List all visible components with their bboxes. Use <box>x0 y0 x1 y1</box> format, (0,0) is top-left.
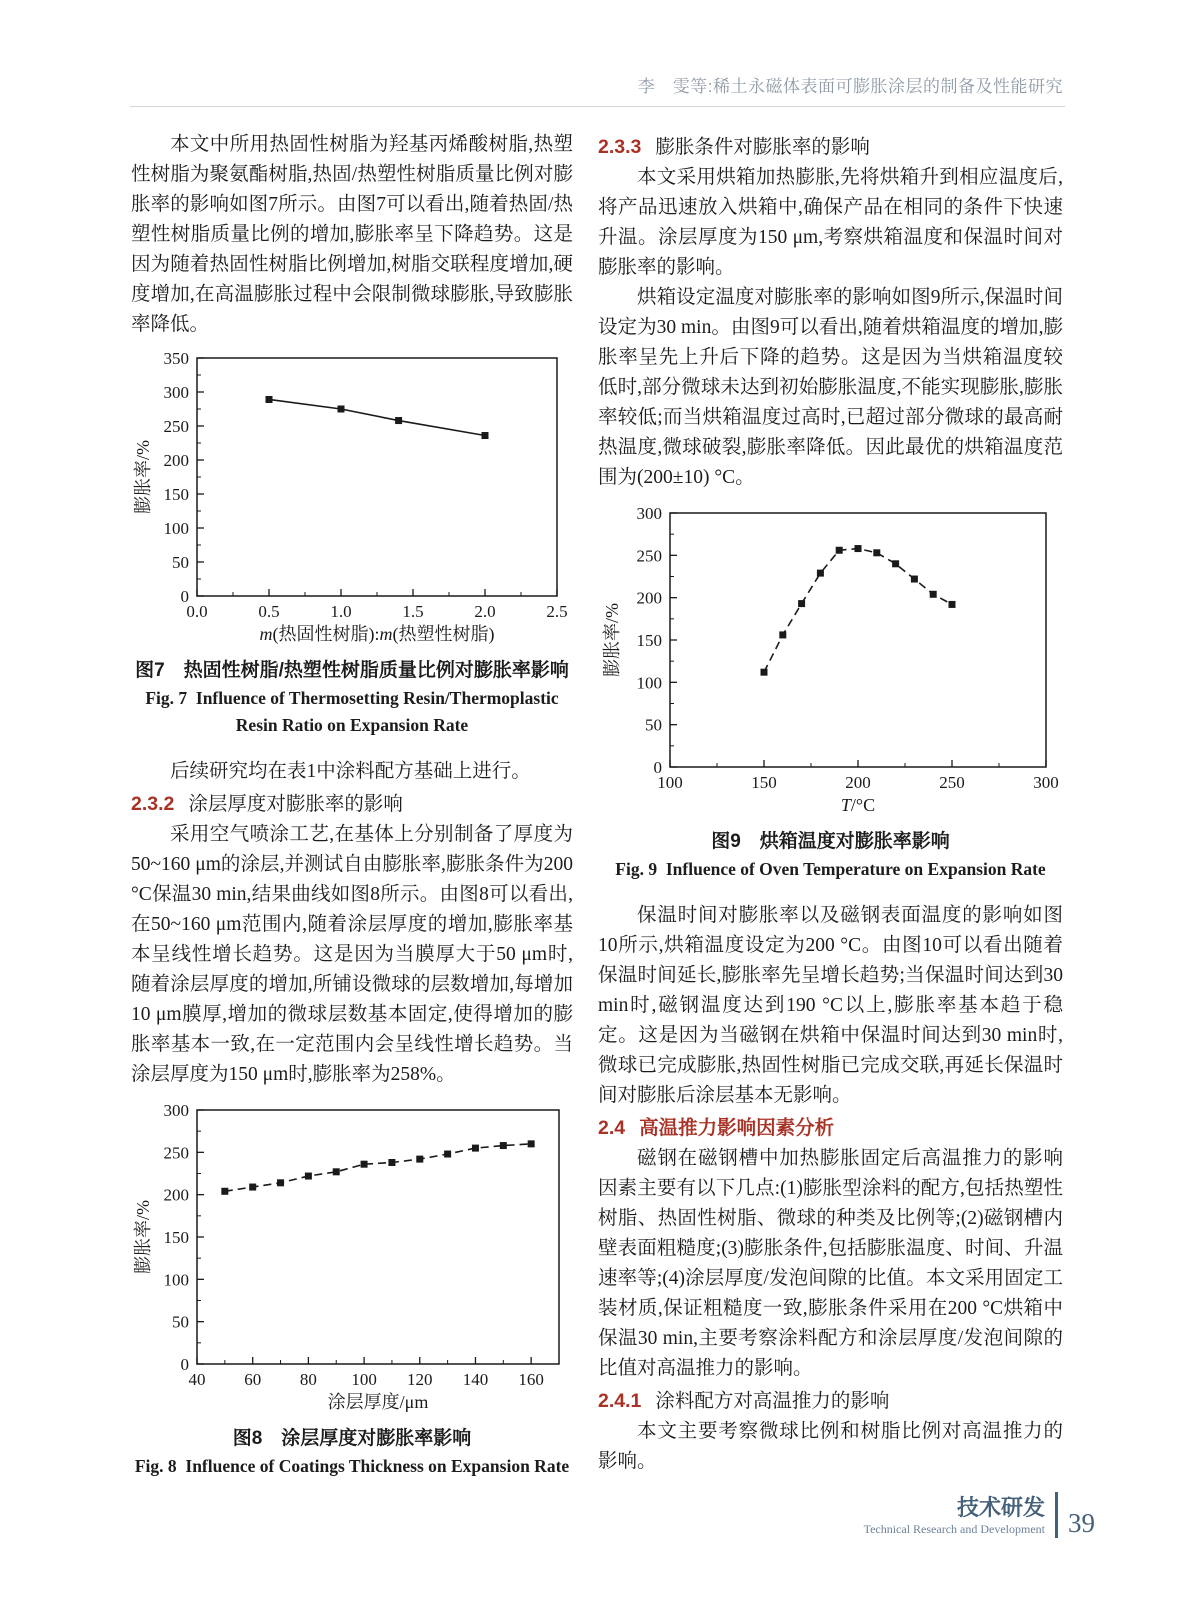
section-number: 2.3.3 <box>598 136 642 158</box>
svg-text:250: 250 <box>938 773 965 792</box>
fig7-caption-en: Fig. 7 Influence of Thermosetting Resin/Thermoplastic Resin Ratio on Expansion Rate <box>145 688 564 735</box>
svg-text:0: 0 <box>180 587 189 606</box>
footer-section-en: Technical Research and Development <box>863 1522 1045 1536</box>
svg-text:0.5: 0.5 <box>258 602 280 621</box>
svg-text:m(热固性树脂):m(热塑性树脂): m(热固性树脂):m(热塑性树脂) <box>259 624 495 644</box>
svg-text:40: 40 <box>188 1370 206 1389</box>
fig7-caption-cn: 图7 热固性树脂/热塑性树脂质量比例对膨胀率影响 <box>135 660 569 681</box>
svg-text:200: 200 <box>844 773 871 792</box>
svg-text:100: 100 <box>351 1370 377 1389</box>
svg-text:100: 100 <box>163 519 189 538</box>
svg-text:150: 150 <box>163 485 189 504</box>
section-number: 2.3.2 <box>131 793 175 815</box>
svg-text:涂层厚度/μm: 涂层厚度/μm <box>327 1392 429 1412</box>
fig8-caption-cn: 图8 涂层厚度对膨胀率影响 <box>232 1428 472 1449</box>
svg-text:300: 300 <box>163 1101 189 1120</box>
section-title: 涂料配方对高温推力的影响 <box>655 1391 890 1412</box>
heading-2-3-3 <box>598 132 1063 163</box>
svg-text:200: 200 <box>636 588 662 608</box>
left-column <box>131 130 573 1488</box>
fig9-line-chart <box>600 501 1062 819</box>
svg-text:60: 60 <box>244 1370 262 1389</box>
fig8-caption-en: Fig. 8 Influence of Coatings Thickness on Expansion Rate <box>134 1456 570 1476</box>
svg-text:250: 250 <box>163 1143 189 1163</box>
svg-text:140: 140 <box>462 1370 489 1389</box>
heading-2-4 <box>598 1113 1063 1144</box>
paragraph-coating-thickness: 采用空气喷涂工艺,在基体上分别制备了厚度为50~160 μm的涂层,并测试自由膨胀率,膨胀条件为200 °C保温30 min,结果曲线如图8所示。由图8可以看出,在50~160 μm范围内,随着涂层厚度的增加,膨胀率基本呈线性增长趋势。这是因为当膜厚大于50 μm时,随着涂层厚度的增加,所铺设微球的层数增加,每增加10 μm膜厚,增加的微球层数基本固定,使得增加的膨胀率基本一致,在一定范围内会呈线性增长趋势。当涂层厚度为150 μm时,膨胀率为258%。 <box>131 824 573 1085</box>
svg-text:160: 160 <box>518 1370 544 1389</box>
svg-text:膨胀率/%: 膨胀率/% <box>133 440 153 514</box>
page-number: 39 <box>1068 1508 1095 1538</box>
svg-text:100: 100 <box>636 673 662 693</box>
svg-text:1.5: 1.5 <box>402 602 424 621</box>
paragraph-thrust-factors: 磁钢在磁钢槽中加热膨胀固定后高温推力的影响因素主要有以下几点:(1)膨胀型涂料的配方,包括热塑性树脂、热固性树脂、微球的种类及比例等;(2)磁钢槽内壁表面粗糙度;(3)膨胀条件,包括膨胀温度、时间、升温速率等;(4)涂层厚度/发泡间隙的比值。本文采用固定工装材质,保证粗糙度一致,膨胀条件采用在200 °C烘箱中保温30 min,主要考察涂料配方和涂层厚度/发泡间隙的比值对高温推力的影响。 <box>598 1148 1063 1379</box>
svg-text:0: 0 <box>653 758 662 777</box>
svg-text:50: 50 <box>172 1312 189 1332</box>
svg-text:300: 300 <box>1032 773 1059 792</box>
fig8-line-chart <box>131 1098 573 1416</box>
svg-text:120: 120 <box>407 1370 433 1389</box>
page-footer <box>864 1492 1095 1538</box>
svg-text:250: 250 <box>636 546 662 566</box>
figure-9 <box>598 501 1063 824</box>
svg-text:150: 150 <box>636 631 662 650</box>
paragraph-resin-ratio-discussion: 本文中所用热固性树脂为羟基丙烯酸树脂,热塑性树脂为聚氨酯树脂,热固/热塑性树脂质量比例对膨胀率的影响如图7所示。由图7可以看出,随着热固/热塑性树脂质量比例的增加,膨胀率呈下降趋势。这是因为随着热固性树脂比例增加,树脂交联程度增加,硬度增加,在高温膨胀过程中会限制微球膨胀,导致膨胀率降低。 <box>131 134 573 335</box>
svg-text:2.5: 2.5 <box>546 602 568 621</box>
paragraph-followup-note: 后续研究均在表1中涂料配方基础上进行。 <box>170 761 531 782</box>
footer-section-cn: 技术研发 <box>956 1495 1045 1520</box>
heading-2-3-2 <box>131 789 573 820</box>
section-number: 2.4 <box>598 1117 626 1139</box>
svg-text:膨胀率/%: 膨胀率/% <box>601 603 622 677</box>
paragraph-oven-method: 本文采用烘箱加热膨胀,先将烘箱升到相应温度后,将产品迅速放入烘箱中,确保产品在相同的条件下快速升温。涂层厚度为150 μm,考察烘箱温度和保温时间对膨胀率的影响。 <box>598 167 1063 278</box>
svg-text:50: 50 <box>644 715 662 735</box>
svg-text:300: 300 <box>636 504 662 523</box>
running-head: 李 雯等:稀土永磁体表面可膨胀涂层的制备及性能研究 <box>637 77 1063 96</box>
section-title: 膨胀条件对膨胀率的影响 <box>655 137 870 158</box>
svg-text:200: 200 <box>163 451 189 470</box>
svg-text:膨胀率/%: 膨胀率/% <box>133 1200 153 1274</box>
svg-text:50: 50 <box>172 553 189 572</box>
svg-text:150: 150 <box>163 1228 189 1247</box>
svg-text:0: 0 <box>180 1355 189 1374</box>
svg-text:350: 350 <box>163 349 189 368</box>
fig9-caption-en: Fig. 9 Influence of Oven Temperature on Expansion Rate <box>615 859 1046 879</box>
section-title: 涂层厚度对膨胀率的影响 <box>188 794 403 815</box>
fig7-line-chart <box>131 348 573 648</box>
section-number: 2.4.1 <box>598 1390 642 1412</box>
fig9-caption-cn: 图9 烘箱温度对膨胀率影响 <box>711 831 950 852</box>
paragraph-holding-time: 保温时间对膨胀率以及磁钢表面温度的影响如图10所示,烘箱温度设定为200 °C。由图10可以看出随着保温时间延长,膨胀率先呈增长趋势;当保温时间达到30 min时,磁钢温度达到190 °C以上,膨胀率基本趋于稳定。这是因为当磁钢在烘箱中保温时间达到30 min时,微球已完成膨胀,热固性树脂已完成交联,再延长保温时间对膨胀后涂层基本无影响。 <box>598 905 1063 1106</box>
svg-text:1.0: 1.0 <box>330 602 352 621</box>
paragraph-formula-thrust: 本文主要考察微球比例和树脂比例对高温推力的影响。 <box>598 1421 1063 1472</box>
heading-2-4-1 <box>598 1386 1063 1417</box>
section-title: 高温推力影响因素分析 <box>639 1117 835 1139</box>
header-rule <box>130 106 1065 107</box>
svg-text:300: 300 <box>163 383 189 402</box>
right-column <box>598 130 1063 1477</box>
footer-section <box>864 1496 1055 1538</box>
svg-text:0.0: 0.0 <box>186 602 208 621</box>
svg-text:150: 150 <box>750 773 777 792</box>
svg-text:80: 80 <box>299 1370 317 1389</box>
svg-text:2.0: 2.0 <box>474 602 496 621</box>
paragraph-oven-temperature: 烘箱设定温度对膨胀率的影响如图9所示,保温时间设定为30 min。由图9可以看出,随着烘箱温度的增加,膨胀率呈先上升后下降的趋势。这是因为当烘箱温度较低时,部分微球未达到初始膨胀温度,不能实现膨胀,膨胀率较低;而当烘箱温度过高时,已超过部分微球的最高耐热温度,微球破裂,膨胀率降低。因此最优的烘箱温度范围为(200±10) °C。 <box>598 287 1063 488</box>
figure-7 <box>131 348 573 653</box>
svg-text:100: 100 <box>656 773 683 792</box>
svg-text:T/°C: T/°C <box>840 795 875 815</box>
svg-text:100: 100 <box>163 1270 189 1290</box>
svg-text:200: 200 <box>163 1185 189 1205</box>
figure-8 <box>131 1098 573 1421</box>
svg-text:250: 250 <box>163 417 189 436</box>
